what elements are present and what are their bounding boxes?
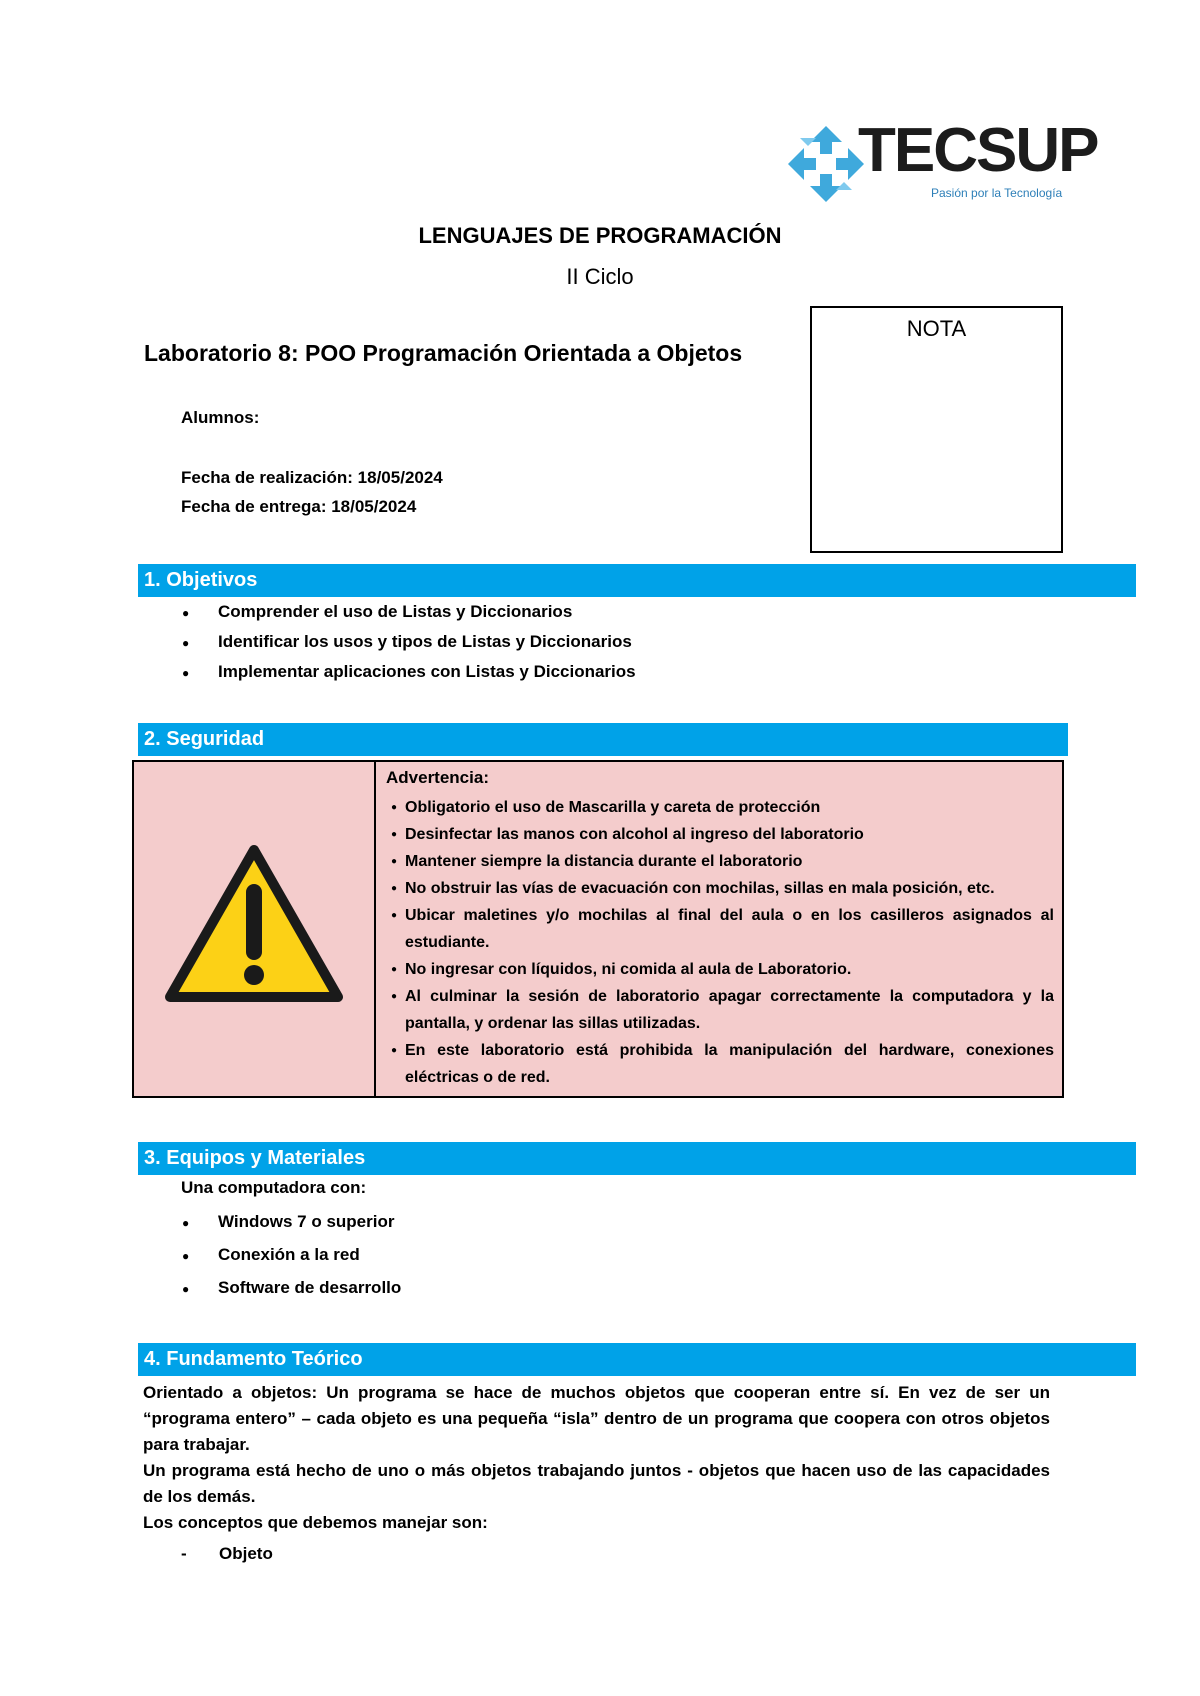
list-item: ● Identificar los usos y tipos de Listas y Diccionarios [182, 632, 636, 662]
list-item: ● Comprender el uso de Listas y Diccionarios [182, 602, 636, 632]
list-item: ● Conexión a la red [182, 1245, 401, 1278]
course-title: LENGUAJES DE PROGRAMACIÓN [418, 223, 782, 248]
logo-tagline: Pasión por la Tecnología [931, 186, 1063, 200]
lab-title: Laboratorio 8: POO Programación Orientada a Objetos [144, 340, 743, 366]
list-item: ● Windows 7 o superior [182, 1212, 401, 1245]
warning-triangle-icon [164, 842, 344, 1007]
list-item: ● En este laboratorio está prohibida la manipulación del hardware, conexiones eléctricas o de red. [389, 1037, 1054, 1091]
section-safety-header: 2. Seguridad [138, 723, 1068, 756]
list-item: ● No ingresar con líquidos, ni comida al aula de Laboratorio. [389, 956, 1054, 983]
list-item: ● Obligatorio el uso de Mascarilla y careta de protección [389, 794, 1054, 821]
section-objectives-header: 1. Objetivos [138, 564, 1136, 597]
list-item: ● No obstruir las vías de evacuación con mochilas, sillas en mala posición, etc. [389, 875, 1054, 902]
warning-heading: Advertencia: [386, 768, 489, 787]
section-theory-header: 4. Fundamento Teórico [138, 1343, 1136, 1376]
section-equipment-header: 3. Equipos y Materiales [138, 1142, 1136, 1175]
tecsup-logo-icon [786, 124, 866, 204]
concept-list [181, 1544, 273, 1564]
list-item: ● Implementar aplicaciones con Listas y Diccionarios [182, 662, 636, 692]
dash-marker: - [181, 1544, 187, 1563]
safety-box [132, 760, 1064, 1098]
safety-divider [374, 762, 376, 1096]
equipment-intro: Una computadora con: [181, 1178, 367, 1197]
grade-label: NOTA [906, 316, 967, 341]
objectives-list [182, 602, 636, 692]
list-item: ● Software de desarrollo [182, 1278, 401, 1311]
equipment-list [182, 1212, 401, 1311]
list-item: ● Al culminar la sesión de laboratorio apagar correctamente la computadora y la pantalla, y ordenar las sillas utilizadas. [389, 983, 1054, 1037]
theory-text [143, 1380, 1050, 1536]
list-item: ● Mantener siempre la distancia durante el laboratorio [389, 848, 1054, 875]
logo-wordmark: TECSUP [858, 116, 1098, 185]
list-item: ● Ubicar maletines y/o mochilas al final del aula o en los casilleros asignados al estudiante. [389, 902, 1054, 956]
cycle-label: II Ciclo [566, 264, 634, 289]
concept-label: Objeto [219, 1544, 273, 1563]
list-item [181, 1544, 273, 1564]
grade-box [810, 306, 1063, 553]
theory-paragraph: Un programa está hecho de uno o más objetos trabajando juntos - objetos que hacen uso de las capacidades de los demás. [143, 1461, 1050, 1506]
list-item: ● Desinfectar las manos con alcohol al ingreso del laboratorio [389, 821, 1054, 848]
students-label: Alumnos: [181, 408, 260, 427]
date-due: Fecha de entrega: 18/05/2024 [181, 497, 417, 516]
date-done: Fecha de realización: 18/05/2024 [181, 468, 443, 487]
theory-paragraph: Los conceptos que debemos manejar son: [143, 1513, 488, 1532]
theory-paragraph: Orientado a objetos: Un programa se hace de muchos objetos que cooperan entre sí. En vez de ser un “programa entero” – cada objeto es una pequeña “isla” dentro de un programa que coopera con otros objetos para trabajar. [143, 1383, 1050, 1454]
safety-list [389, 794, 1054, 1094]
